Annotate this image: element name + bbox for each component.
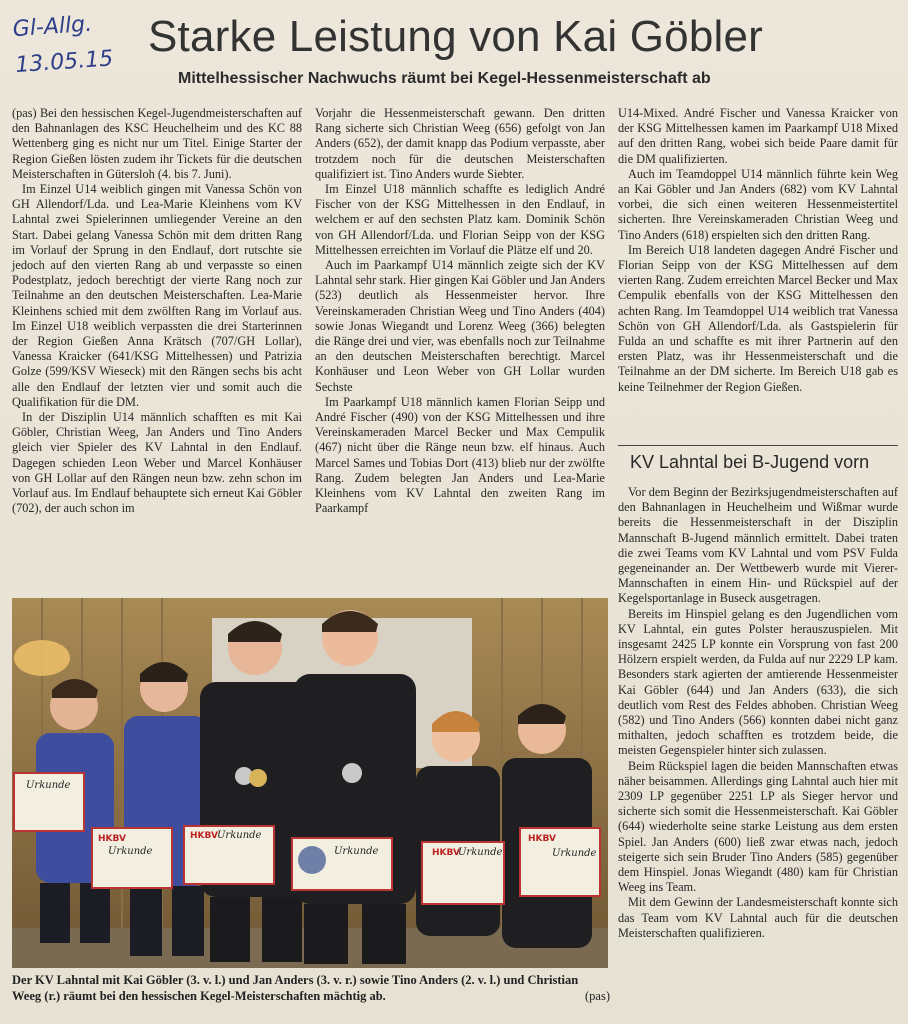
article-headline: Starke Leistung von Kai Göbler [148,12,764,61]
certificate-5 [422,842,504,904]
article-column-1 [12,106,302,516]
team-photo-illustration [12,598,608,968]
certificate-label: Urkunde [217,830,262,841]
paragraph: Im Bereich U18 landeten dagegen André Fischer und Florian Seipp von der KSG Mittelhessen auf dem vierten Rang. Zudem erreichten Marcel Becker und Max Cempulik ebenfalls von der KSG Mittelhessen den achten Rang. Im Teamdoppel U14 weiblich trat Vanessa Schön von GH Allendorf/Lda. als Gastspielerin für Fulda an und schaffte es mit ihrer Partnerin auf den ersten Platz, was ihr Hessenmeisterschaft und die Teilnahme an der DM sicherte. Im Bereich U18 gab es keine Teilnehmer der Region Gießen. [618,242,898,394]
certificate-label: Urkunde [26,780,71,791]
article-column-2 [315,106,605,516]
paragraph: Auch im Teamdoppel U14 männlich führte kein Weg an Kai Göbler und Jan Anders (682) vom KV Lahntal vorbei, die sich einen weiteren Hessenmeistertitel sicherten. Ihre Vereinskameraden Christian Weeg und Tino Anders (618) erspielten sich den dritten Rang. [618,166,898,242]
paragraph: Mit dem Gewinn der Landesmeisterschaft konnte sich das Team vom KV Lahntal auch für die deutschen Meisterschaften qualifizieren. [618,895,898,940]
caption-text: Der KV Lahntal mit Kai Göbler (3. v. l.) und Jan Anders (3. v. r.) sowie Tino Anders (2. v. l.) und Christian Weeg (r.) räumt bei den hessischen Kegel-Meisterschaften mächtig ab. [12,973,579,1003]
certificate-label: Urkunde [552,848,597,859]
article-column-3 [618,106,898,395]
paragraph: Im Einzel U18 männlich schaffte es lediglich André Fischer von der KSG Mittelhessen in den Endlauf, in welchem er auf den sechsten Platz kam. Dominik Schön von GH Allendorf/Lda. und Florian Seipp von der KSG Mittelhessen erreichten im Vorlauf die Plätze elf und 20. [315,182,605,257]
sidebar-title: KV Lahntal bei B-Jugend vorn [618,445,898,475]
paragraph: In der Disziplin U14 männlich schafften es mit Kai Göbler, Christian Weeg, Jan Anders und Tino Anders gleich vier Spieler des KV Lahntal in den Endlauf. Dagegen schieden Leon Weber und Marcel Konhäuser von GH Lollar auf den Rängen neun bzw. zehn schon im Vorlauf aus. Im Endlauf behauptete sich erneut Kai Göbler (702), der auch schon im [12,410,302,516]
paragraph: (pas) Bei den hessischen Kegel-Jugendmeisterschaften auf den Bahnanlagen des KSC Heuchelheim und des KC 88 Wettenberg ging es nicht nur um Titel. Einige Starter der Region Gießen lösten zudem ihr Tickets für die deutschen Meisterschaften in Gütersloh (4. bis 7. Juni). [12,106,302,181]
caption-credit: (pas) [585,989,610,1003]
certificate-label: Urkunde [334,846,379,857]
handwritten-note [12,4,137,84]
photo-caption [12,972,610,1004]
certificate-banner: HKBV [190,831,218,841]
certificate-3 [184,826,274,884]
certificate-1 [14,773,84,831]
paragraph: U14-Mixed. André Fischer und Vanessa Kraicker von der KSG Mittelhessen kamen im Paarkampf U18 Mixed auf den dritten Rang, wobei sich beide Paare damit für die DM qualifizierten. [618,106,898,166]
certificate-label: Urkunde [458,847,503,858]
handwritten-source: Gl-Allg. [11,11,93,43]
certificate-banner: HKBV [98,834,126,844]
handwritten-date: 13.05.15 [14,46,114,79]
paragraph: Im Paarkampf U18 männlich kamen Florian Seipp und André Fischer (490) von der KSG Mittelhessen und ihre Vereinskameraden Marcel Becker und Max Cempulik (467) nicht über die Ränge neun bzw. elf hinaus. Auch Marcel Sames und Tobias Dort (413) blieb nur der zwölfte Rang. Zudem belegten Jan Anders und Lea-Marie Kleinhens vom KV Lahntal den zweiten Rang im Paarkampf [315,394,605,516]
certificate-4 [292,838,392,890]
certificate-banner: HKBV [528,834,556,844]
certificate-2 [92,828,172,888]
paragraph: Im Einzel U14 weiblich gingen mit Vanessa Schön von GH Allendorf/Lda. und Lea-Marie Kleinhens vom KV Lahntal zwei Spielerinnen umliegender Vereine an den Start. Dabei gelang Vanessa Schön mit dem dritten Rang im Vorlauf der Sprung in den Endlauf, dort rutschte sie jedoch auf den vierten Rang ab und verpasste so einen Podestplatz, jedoch berechtigt der vierte Rang noch zur Teilnahme an den deutschen Meisterschaften. Lea-Marie Kleinhens schied mit dem zwölften Rang im Vorlauf aus. Im Einzel U18 weiblich verpassten die drei Starterinnen der Region Gießen Anna Krätsch (707/GH Lollar), Vanessa Kraicker (641/KSG Mittelhessen) und Patrizia Golze (599/KSV Wieseck) mit den Rängen sechs bis acht alle den Endlauf der letzten vier und somit auch die Qualifikation für die DM. [12,182,302,409]
certificate-banner: HKBV [432,848,460,858]
certificate-6 [520,828,600,896]
article-subheadline: Mittelhessischer Nachwuchs räumt bei Kegel-Hessenmeisterschaft ab [178,70,711,87]
paragraph: Beim Rückspiel lagen die beiden Mannschaften etwas näher beisammen. Allerdings ging Lahntal auch hier mit 2309 LP gegenüber 2251 LP als Sieger hervor und sicherte sich somit die Hessenmeisterschaft. Kai Göbler (644) wiederholte seine starke Leistung aus dem ersten Spiel. Jan Anders (600) ließ zwar etwas nach, jedoch steigerte sich sein Bruder Tino Anders (585) gegenüber dem Hinspiel. Jonas Wiegandt (480) kam für Christian Weeg ins Team. [618,758,898,895]
sidebar-article [618,485,898,941]
team-photo [12,598,608,968]
paragraph: Vorjahr die Hessenmeisterschaft gewann. Den dritten Rang sicherte sich Christian Weeg (656) gefolgt von Jan Anders (652), der damit knapp das Podium verpasste, aber trotzdem noch für die deutschen Meisterschaften qualifiziert ist. Tino Anders wurde Siebter. [315,106,605,181]
paragraph: Auch im Paarkampf U14 männlich zeigte sich der KV Lahntal sehr stark. Hier gingen Kai Göbler und Jan Anders (523) deutlich als Hessenmeister hervor. Ihre Vereinskameraden Christian Weeg und Tino Anders (404) sowie Jonas Wiegandt und Lorenz Weeg (366) belegten die Ränge drei und vier, was ebenfalls noch zur Teilnahme an den deutschen Meisterschaften berechtigt. Marcel Konhäuser und Leon Weber von GH Lollar wurden Sechste [315,258,605,394]
paragraph: Bereits im Hinspiel gelang es den Jugendlichen vom KV Lahntal, ein gutes Polster herauszuspielen. Mit insgesamt 2425 LP konnte ein Vorsprung von fast 200 Hölzern erspielt werden, da Fulda auf nur 2229 LP kam. Besonders stark agierten der amtierende Hessenmeister Kai Göbler (644) und Jan Anders (633), die sich deutlich vom Rest des Feldes abhoben. Christian Weeg (582) und Tino Anders (566) konnten dabei nicht ganz mithalten, jedoch schafften es trotzdem beide, die meisten Gegenspieler hinter sich zulassen. [618,606,898,758]
lamp-icon [14,640,70,676]
paragraph: Vor dem Beginn der Bezirksjugendmeisterschaften auf den Bahnanlagen in Heuchelheim und Wißmar wurde bereits die Hessenmeisterschaft in der Disziplin Mannschaft B-Jugend männlich ermittelt. Dabei traten die zwei Teams vom KV Lahntal und vom PSV Fulda gegeneinander an. Der Wettbewerb wurde mit Vierer-Mannschaften in einem Hin- und Rückspiel auf der Kegelsportanlage in Buseck ausgetragen. [618,485,898,606]
certificate-label: Urkunde [108,846,153,857]
